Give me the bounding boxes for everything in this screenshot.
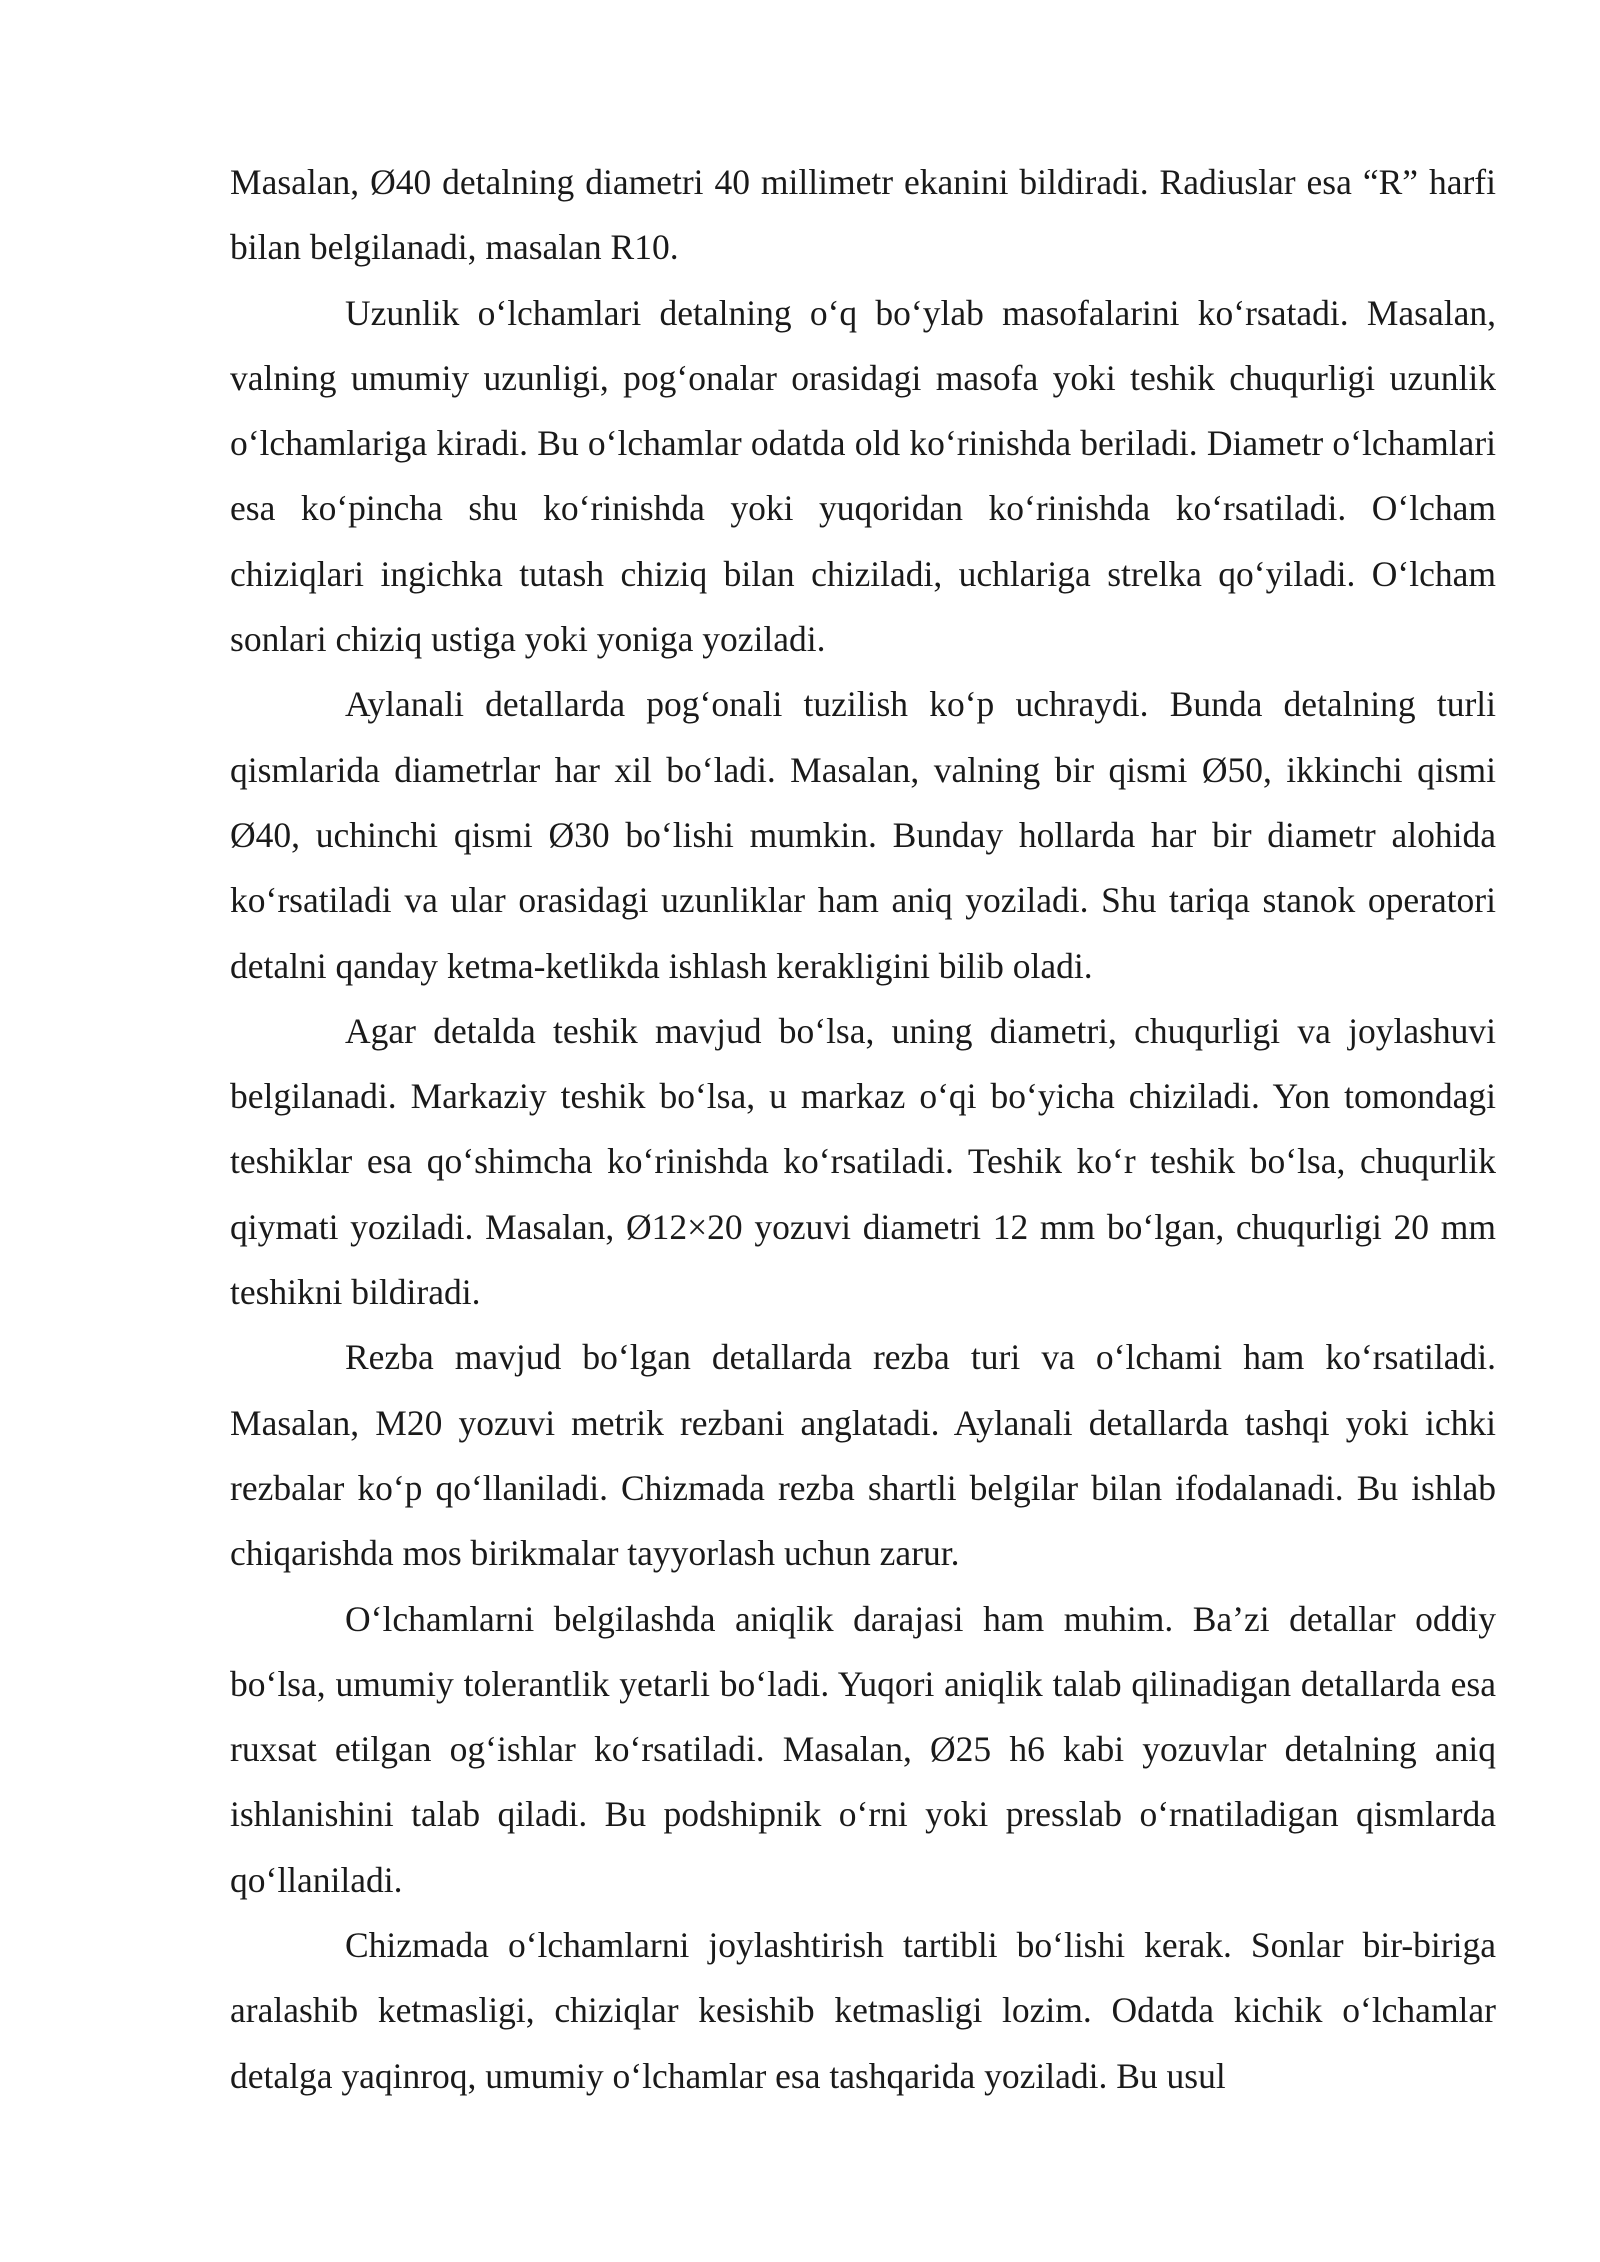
paragraph-continuation: Masalan, Ø40 detalning diametri 40 millimetr ekanini bildiradi. Radiuslar esa “R” harfi bilan belgilanadi, masalan R10.: [230, 162, 1496, 268]
paragraph-placement: Chizmada o‘lchamlarni joylashtirish tartibli bo‘lishi kerak. Sonlar bir-biriga aralashib ketmasligi, chiziqlar kesishib ketmasligi lozim. Odatda kichik o‘lchamlar detalga yaqinroq, umumiy o‘lchamlar esa tashqarida yoziladi. Bu usul: [230, 1925, 1496, 2096]
paragraph-length-dimensions: Uzunlik o‘lchamlari detalning o‘q bo‘ylab masofalarini ko‘rsatadi. Masalan, valning umumiy uzunligi, pog‘onalar orasidagi masofa yoki teshik chuqurligi uzunlik o‘lchamlariga kiradi. Bu o‘lchamlar odatda old ko‘rinishda beriladi. Diametr o‘lchamlari esa ko‘pincha shu ko‘rinishda yoki yuqoridan ko‘rinishda ko‘rsatiladi. O‘lcham chiziqlari ingichka tutash chiziq bilan chiziladi, uchlariga strelka qo‘yiladi. O‘lcham sonlari chiziq ustiga yoki yoniga yoziladi.: [230, 292, 1496, 660]
paragraph-threads: Rezba mavjud bo‘lgan detallarda rezba turi va o‘lchami ham ko‘rsatiladi. Masalan, M20 yozuvi metrik rezbani anglatadi. Aylanali detallarda tashqi yoki ichki rezbalar ko‘p qo‘llaniladi. Chizmada rezba shartli belgilar bilan ifodalanadi. Bu ishlab chiqarishda mos birikmalar tayyorlash uchun zarur.: [230, 1337, 1496, 1574]
paragraph-holes: Agar detalda teshik mavjud bo‘lsa, uning diametri, chuqurligi va joylashuvi belgilanadi. Markaziy teshik bo‘lsa, u markaz o‘qi bo‘yicha chiziladi. Yon tomondagi teshiklar esa qo‘shimcha ko‘rinishda ko‘rsatiladi. Teshik ko‘r teshik bo‘lsa, chuqurlik qiymati yoziladi. Masalan, Ø12×20 yozuvi diametri 12 mm bo‘lgan, chuqurligi 20 mm teshikni bildiradi.: [230, 1010, 1496, 1313]
paragraph-stepped-shafts: Aylanali detallarda pog‘onali tuzilish ko‘p uchraydi. Bunda detalning turli qismlarida diametrlar har xil bo‘ladi. Masalan, valning bir qismi Ø50, ikkinchi qismi Ø40, uchinchi qismi Ø30 bo‘lishi mumkin. Bunday hollarda har bir diametr alohida ko‘rsatiladi va ular orasidagi uzunliklar ham aniq yoziladi. Shu tariqa stanok operatori detalni qanday ketma-ketlikda ishlash kerakligini bilib oladi.: [230, 684, 1496, 986]
document-body: [230, 150, 1496, 2109]
paragraph-accuracy: O‘lchamlarni belgilashda aniqlik darajasi ham muhim. Ba’zi detallar oddiy bo‘lsa, umumiy tolerantlik yetarli bo‘ladi. Yuqori aniqlik talab qilinadigan detallarda esa ruxsat etilgan og‘ishlar ko‘rsatiladi. Masalan, Ø25 h6 kabi yozuvlar detalning aniq ishlanishini talab qiladi. Bu podshipnik o‘rni yoki presslab o‘rnatiladigan qismlarda qo‘llaniladi.: [230, 1598, 1496, 1900]
